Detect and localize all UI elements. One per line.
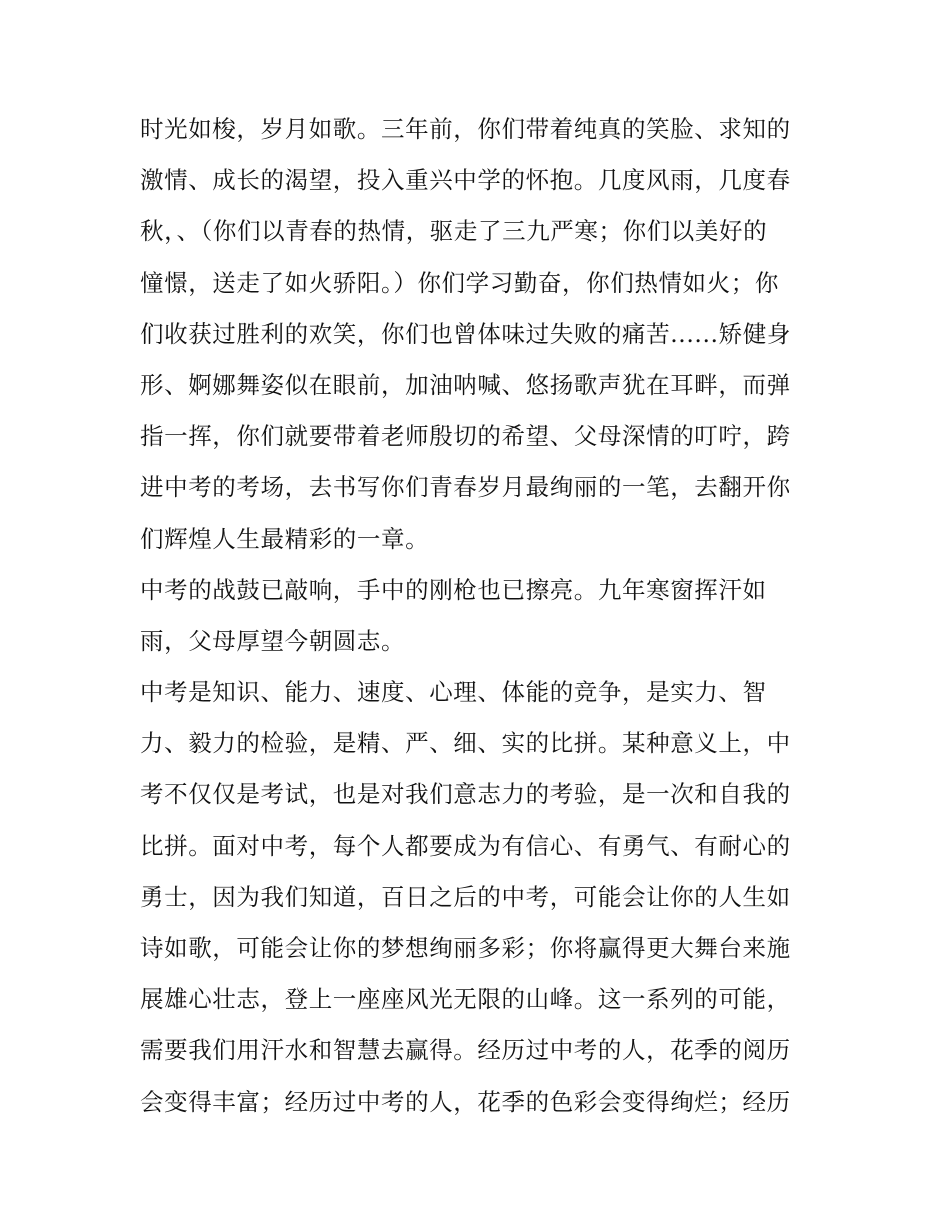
text-line: 勇士，因为我们知道，百日之后的中考，可能会让你的人生如 [140,882,791,911]
text-line: 中考的战鼓已敲响，手中的刚枪也已擦亮。九年寒窗挥汗如 [140,575,767,604]
paragraph-3 [140,667,820,1128]
text-line: 形、婀娜舞姿似在眼前，加油呐喊、悠扬歌声犹在耳畔，而弹 [140,370,791,399]
text-line: 憧憬，送走了如火骄阳。）你们学习勤奋，你们热情如火；你 [140,268,779,297]
text-line: 考不仅仅是考试，也是对我们意志力的考验，是一次和自我的 [140,780,791,809]
text-line: 诗如歌，可能会让你的梦想绚丽多彩；你将赢得更大舞台来施 [140,934,791,962]
text-line: 们收获过胜利的欢笑，你们也曾体味过失败的痛苦......矫健身 [140,319,791,348]
text-line: 激情、成长的渴望，投入重兴中学的怀抱。几度风雨，几度春 [140,166,791,195]
text-line: 秋，、（你们以青春的热情，驱走了三九严寒；你们以美好的 [140,217,768,246]
text-line: 中考是知识、能力、速度、心理、体能的竞争，是实力、智 [140,678,767,707]
paragraph-2 [140,565,820,667]
text-line: 需要我们用汗水和智慧去赢得。经历过中考的人，花季的阅历 [140,1036,791,1065]
document-body [140,104,820,1128]
text-line: 进中考的考场，去书写你们青春岁月最绚丽的一笔，去翻开你 [140,473,791,502]
paragraph-1 [140,104,820,565]
text-line: 雨，父母厚望今朝圆志。 [140,626,406,655]
text-line: 指一挥，你们就要带着老师殷切的希望、父母深情的叮咛，跨 [140,422,791,451]
text-line: 展雄心壮志，登上一座座风光无限的山峰。这一系列的可能， [140,985,791,1014]
text-line: 力、毅力的检验，是精、严、细、实的比拼。某种意义上，中 [140,729,791,758]
text-line: 时光如梭，岁月如歌。三年前，你们带着纯真的笑脸、求知的 [140,115,791,143]
text-line: 们辉煌人生最精彩的一章。 [140,524,430,553]
text-line: 会变得丰富；经历过中考的人，花季的色彩会变得绚烂；经历 [140,1087,791,1116]
text-line: 比拼。面对中考，每个人都要成为有信心、有勇气、有耐心的 [140,831,791,860]
